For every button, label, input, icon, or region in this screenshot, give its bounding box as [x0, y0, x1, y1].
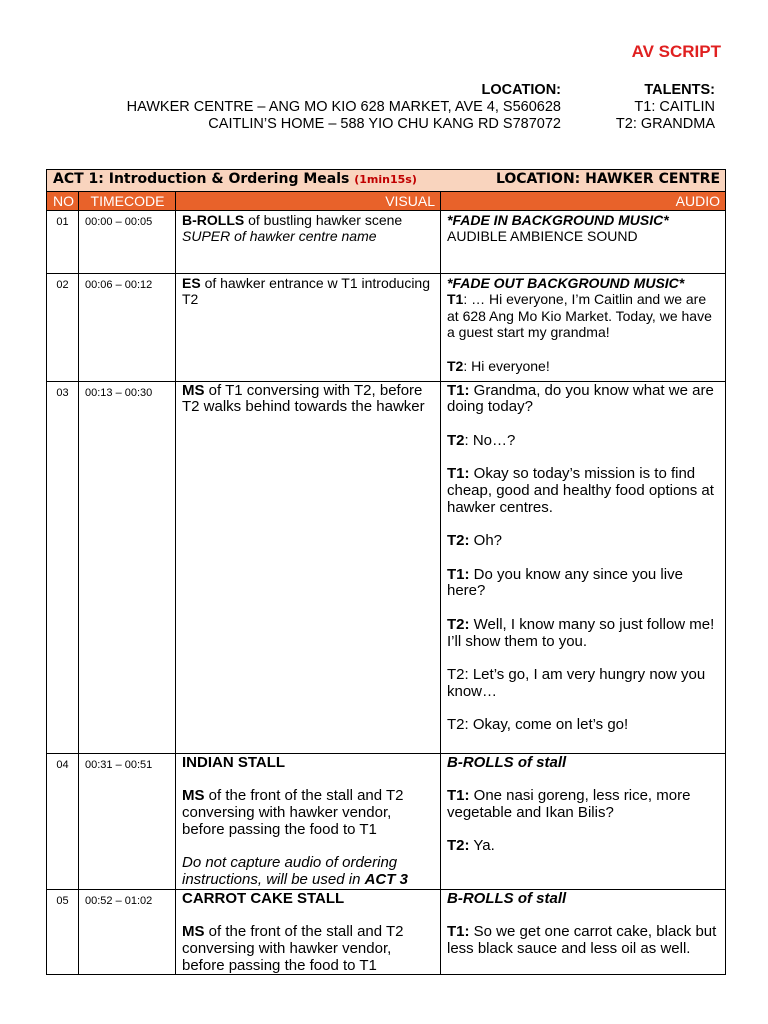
dialogue: Well, I know many so just follow me! I’ll show them to you.: [447, 615, 715, 650]
speaker: T1:: [447, 565, 470, 583]
location-heading: LOCATION:: [481, 82, 561, 98]
row-audio: [441, 273, 726, 381]
shot-type: B-ROLLS: [182, 211, 245, 228]
dialogue: So we get one carrot cake, black but less black sauce and less oil as well.: [447, 922, 717, 957]
row-number: 02: [47, 273, 79, 381]
speaker: T2: [447, 431, 465, 449]
row-timecode: 00:52 – 01:02: [79, 889, 176, 975]
dialogue: Oh?: [469, 532, 503, 550]
column-no: NO: [47, 192, 79, 211]
audio-cue: B-ROLLS of stall: [447, 889, 567, 907]
act-title: ACT 1: Introduction & Ordering Meals: [53, 171, 355, 187]
stall-name: INDIAN STALL: [182, 753, 286, 771]
talent-2: T2: GRANDMA: [615, 116, 715, 132]
column-header-row: [47, 192, 726, 211]
row-audio: [441, 753, 726, 889]
note-reference: ACT 3: [364, 870, 408, 888]
dialogue: : Hi everyone!: [463, 357, 550, 374]
shot-type: MS: [182, 786, 205, 804]
shot-type: MS: [182, 922, 205, 940]
dialogue: T2: Let’s go, I am very hungry now you know…: [447, 665, 706, 700]
row-visual: [176, 753, 441, 889]
audio-cue: B-ROLLS of stall: [447, 753, 567, 771]
dialogue: : … Hi everyone, I’m Caitlin and we are at 628 Ang Mo Kio Market. Today, we have a guest start my grandma!: [447, 291, 712, 341]
speaker: T2:: [447, 837, 470, 855]
speaker: T2: [447, 357, 464, 374]
row-number: 05: [47, 889, 79, 975]
table-row: [47, 210, 726, 273]
speaker: T2:: [447, 615, 470, 633]
table-row: [47, 273, 726, 381]
dialogue: Ya.: [469, 837, 495, 855]
speaker: T1:: [447, 922, 470, 940]
visual-text: SUPER of hawker centre name: [182, 228, 377, 245]
row-visual: [176, 210, 441, 273]
row-visual: [176, 381, 441, 753]
column-visual: VISUAL: [176, 192, 441, 211]
visual-text: of hawker entrance w T1 introducing T2: [182, 274, 430, 308]
row-timecode: 00:13 – 00:30: [79, 381, 176, 753]
document-title: AV SCRIPT: [631, 42, 721, 61]
dialogue: T2: Okay, come on let’s go!: [447, 716, 629, 734]
column-audio: AUDIO: [441, 192, 726, 211]
row-timecode: 00:31 – 00:51: [79, 753, 176, 889]
audio-cue: *FADE OUT BACKGROUND MUSIC*: [447, 274, 685, 291]
table-row: [47, 381, 726, 753]
row-audio: [441, 210, 726, 273]
speaker: T1:: [447, 465, 470, 483]
dialogue: Okay so today’s mission is to find cheap, good and healthy food options at hawker centres.: [447, 465, 714, 516]
location-hawker-centre: HAWKER CENTRE – ANG MO KIO 628 MARKET, AVE 4, S560628: [126, 99, 561, 115]
dialogue: Grandma, do you know what we are doing today?: [447, 381, 714, 416]
dialogue: Do you know any since you live here?: [447, 565, 683, 600]
row-visual: [176, 889, 441, 975]
row-number: 04: [47, 753, 79, 889]
talent-1: T1: CAITLIN: [634, 99, 715, 115]
shot-type: ES: [182, 274, 201, 291]
table-row: [47, 889, 726, 975]
row-audio: [441, 889, 726, 975]
act-duration: (1min15s): [354, 173, 417, 186]
production-note: Do not capture audio of ordering instructions, will be used in: [182, 853, 398, 888]
talents-heading: TALENTS:: [644, 82, 715, 98]
location-caitlin-home: CAITLIN’S HOME – 588 YIO CHU KANG RD S787072: [208, 116, 561, 132]
table-row: [47, 753, 726, 889]
row-timecode: 00:00 – 00:05: [79, 210, 176, 273]
audio-text: AUDIBLE AMBIENCE SOUND: [447, 228, 638, 245]
row-visual: [176, 273, 441, 381]
dialogue: One nasi goreng, less rice, more vegetable and Ikan Bilis?: [447, 786, 691, 821]
act-location: LOCATION: HAWKER CENTRE: [495, 171, 721, 187]
visual-text: of T1 conversing with T2, before T2 walks behind towards the hawker: [182, 381, 425, 416]
act-header-row: [47, 170, 726, 192]
visual-text: of the front of the stall and T2 conversing with hawker vendor, before passing the food to T1: [182, 922, 404, 974]
row-number: 01: [47, 210, 79, 273]
av-script-table: [46, 169, 726, 975]
speaker: T1:: [447, 381, 470, 399]
shot-type: MS: [182, 381, 205, 399]
speaker: T1:: [447, 786, 470, 804]
speaker: T1: [447, 291, 464, 308]
speaker: T2:: [447, 532, 470, 550]
visual-text: of the front of the stall and T2 conversing with hawker vendor, before passing the food to T1: [182, 786, 404, 838]
row-audio: [441, 381, 726, 753]
visual-text: of bustling hawker scene: [244, 211, 403, 228]
dialogue: : No…?: [464, 431, 516, 449]
row-timecode: 00:06 – 00:12: [79, 273, 176, 381]
column-timecode: TIMECODE: [79, 192, 176, 211]
audio-cue: *FADE IN BACKGROUND MUSIC*: [447, 211, 669, 228]
stall-name: CARROT CAKE STALL: [182, 889, 345, 907]
row-number: 03: [47, 381, 79, 753]
act-header: [47, 170, 726, 192]
